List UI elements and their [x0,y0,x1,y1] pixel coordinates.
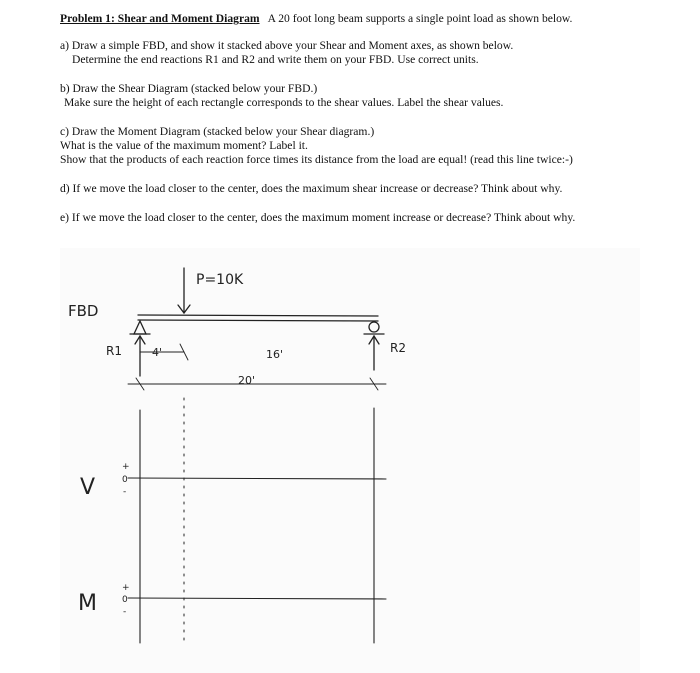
dist-left-label: 4' [152,346,163,359]
moment-axis [128,598,386,599]
shear-axis [128,478,386,479]
roller-support [369,322,379,332]
problem-intro: A 20 foot long beam supports a single point load as shown below. [267,12,573,25]
part-c-line1: c) Draw the Moment Diagram (stacked below your Shear diagram.) [60,125,375,138]
beam-sketch [60,248,640,673]
r2-label: R2 [390,341,406,355]
part-b-line1: b) Draw the Shear Diagram (stacked below your FBD.) [60,82,318,95]
beam-top-line [138,315,378,316]
moment-zero: 0 [122,595,128,605]
part-a-line2: Determine the end reactions R1 and R2 and write them on your FBD. Use correct units. [72,53,479,66]
problem-title: Problem 1: Shear and Moment Diagram [60,12,260,25]
shear-v-label: V [80,475,96,500]
part-e: e) If we move the load closer to the center, does the maximum moment increase or decrease? Think about why. [60,211,576,224]
part-b-line2: Make sure the height of each rectangle corresponds to the shear values. Label the shear values. [64,96,504,109]
shear-plus: + [122,462,130,472]
problem-header [60,12,680,26]
dist-right-label: 16' [266,348,284,361]
shear-zero: 0 [122,475,128,485]
shear-minus: - [123,487,127,497]
moment-minus: - [123,607,127,617]
problem-text [60,8,680,225]
part-d: d) If we move the load closer to the center, does the maximum shear increase or decrease? Think about why. [60,182,563,195]
part-c-line3: Show that the products of each reaction force times its distance from the load are equal! (read this line twice:-) [60,153,573,166]
moment-m-label: M [78,591,97,616]
beam-bottom-line [138,320,378,321]
part-c-line2: What is the value of the maximum moment? Label it. [60,139,308,152]
load-label: P=10K [196,272,244,288]
moment-plus: + [122,583,130,593]
r1-label: R1 [106,344,122,358]
span-label: 20' [238,374,256,387]
pin-support [134,321,146,334]
fbd-label: FBD [68,302,99,320]
part-a-line1: a) Draw a simple FBD, and show it stacked above your Shear and Moment axes, as shown below. [60,39,514,52]
beam-sketch-svg [60,248,640,673]
